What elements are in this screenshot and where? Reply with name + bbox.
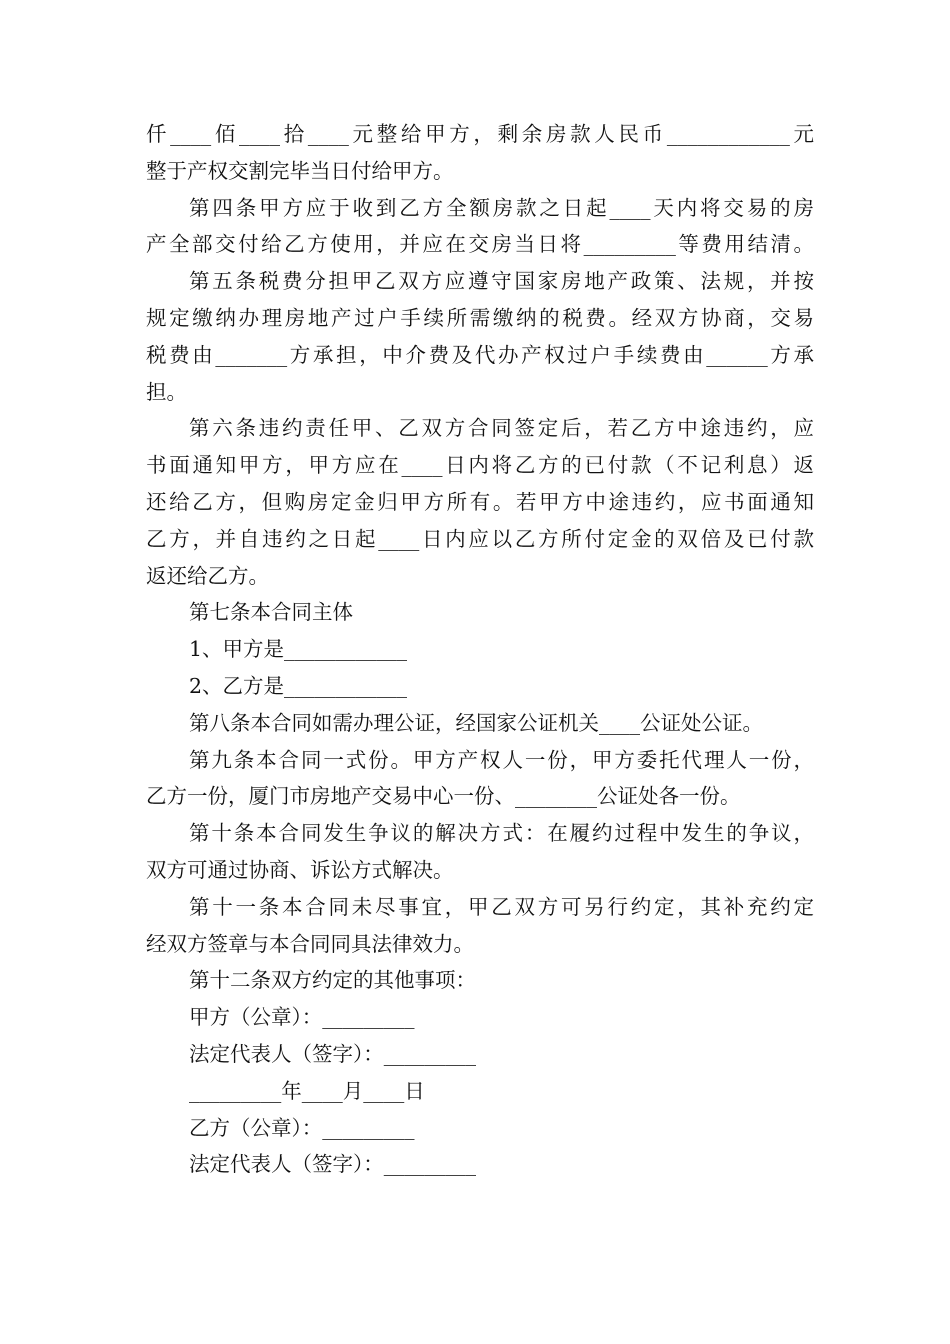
contract-line: 第十二条双方约定的其他事项： bbox=[189, 968, 476, 993]
contract-line: 第十一条本合同未尽事宜，甲乙双方可另行约定，其补充约定 bbox=[189, 894, 814, 919]
contract-line: 产全部交付给乙方使用，并应在交房当日将_________等费用结清。 bbox=[146, 232, 814, 257]
contract-line: 税费由_______方承担，中介费及代办产权过户手续费由______方承 bbox=[146, 342, 814, 367]
contract-line: 规定缴纳办理房地产过户手续所需缴纳的税费。经双方协商，交易 bbox=[146, 305, 814, 330]
contract-line: 第七条本合同主体 bbox=[189, 600, 353, 625]
contract-line: 第四条甲方应于收到乙方全额房款之日起____天内将交易的房 bbox=[189, 195, 814, 220]
contract-line: 返还给乙方。 bbox=[146, 563, 269, 588]
contract-line: 1、甲方是____________ bbox=[189, 637, 408, 662]
contract-line: _________年____月____日 bbox=[189, 1078, 425, 1103]
contract-line: 法定代表人（签字）：_________ bbox=[189, 1152, 476, 1177]
contract-line: 乙方（公章）：_________ bbox=[189, 1115, 415, 1140]
contract-line: 双方可通过协商、诉讼方式解决。 bbox=[146, 857, 454, 882]
contract-line: 法定代表人（签字）：_________ bbox=[189, 1041, 476, 1066]
contract-line: 第九条本合同一式份。甲方产权人一份，甲方委托代理人一份， bbox=[189, 747, 814, 772]
contract-line: 2、乙方是____________ bbox=[189, 673, 408, 698]
contract-line: 还给乙方，但购房定金归甲方所有。若甲方中途违约，应书面通知 bbox=[146, 489, 814, 514]
contract-line: 甲方（公章）：_________ bbox=[189, 1005, 415, 1030]
contract-line: 仟____佰____拾____元整给甲方，剩余房款人民币____________元 bbox=[146, 122, 814, 146]
contract-line: 经双方签章与本合同同具法律效力。 bbox=[146, 931, 474, 956]
contract-line: 第五条税费分担甲乙双方应遵守国家房地产政策、法规，并按 bbox=[189, 269, 814, 294]
contract-line: 整于产权交割完毕当日付给甲方。 bbox=[146, 158, 454, 183]
contract-line: 乙方，并自违约之日起____日内应以乙方所付定金的双倍及已付款 bbox=[146, 526, 814, 551]
contract-line: 书面通知甲方，甲方应在____日内将乙方的已付款（不记利息）返 bbox=[146, 453, 814, 478]
contract-line: 第八条本合同如需办理公证，经国家公证机关____公证处公证。 bbox=[189, 710, 763, 735]
contract-line: 第十条本合同发生争议的解决方式：在履约过程中发生的争议， bbox=[189, 821, 814, 846]
contract-line: 担。 bbox=[146, 379, 187, 404]
contract-line: 第六条违约责任甲、乙双方合同签定后，若乙方中途违约，应 bbox=[189, 416, 814, 441]
contract-line: 乙方一份，厦门市房地产交易中心一份、________公证处各一份。 bbox=[146, 784, 741, 809]
contract-text-block bbox=[146, 116, 814, 1183]
